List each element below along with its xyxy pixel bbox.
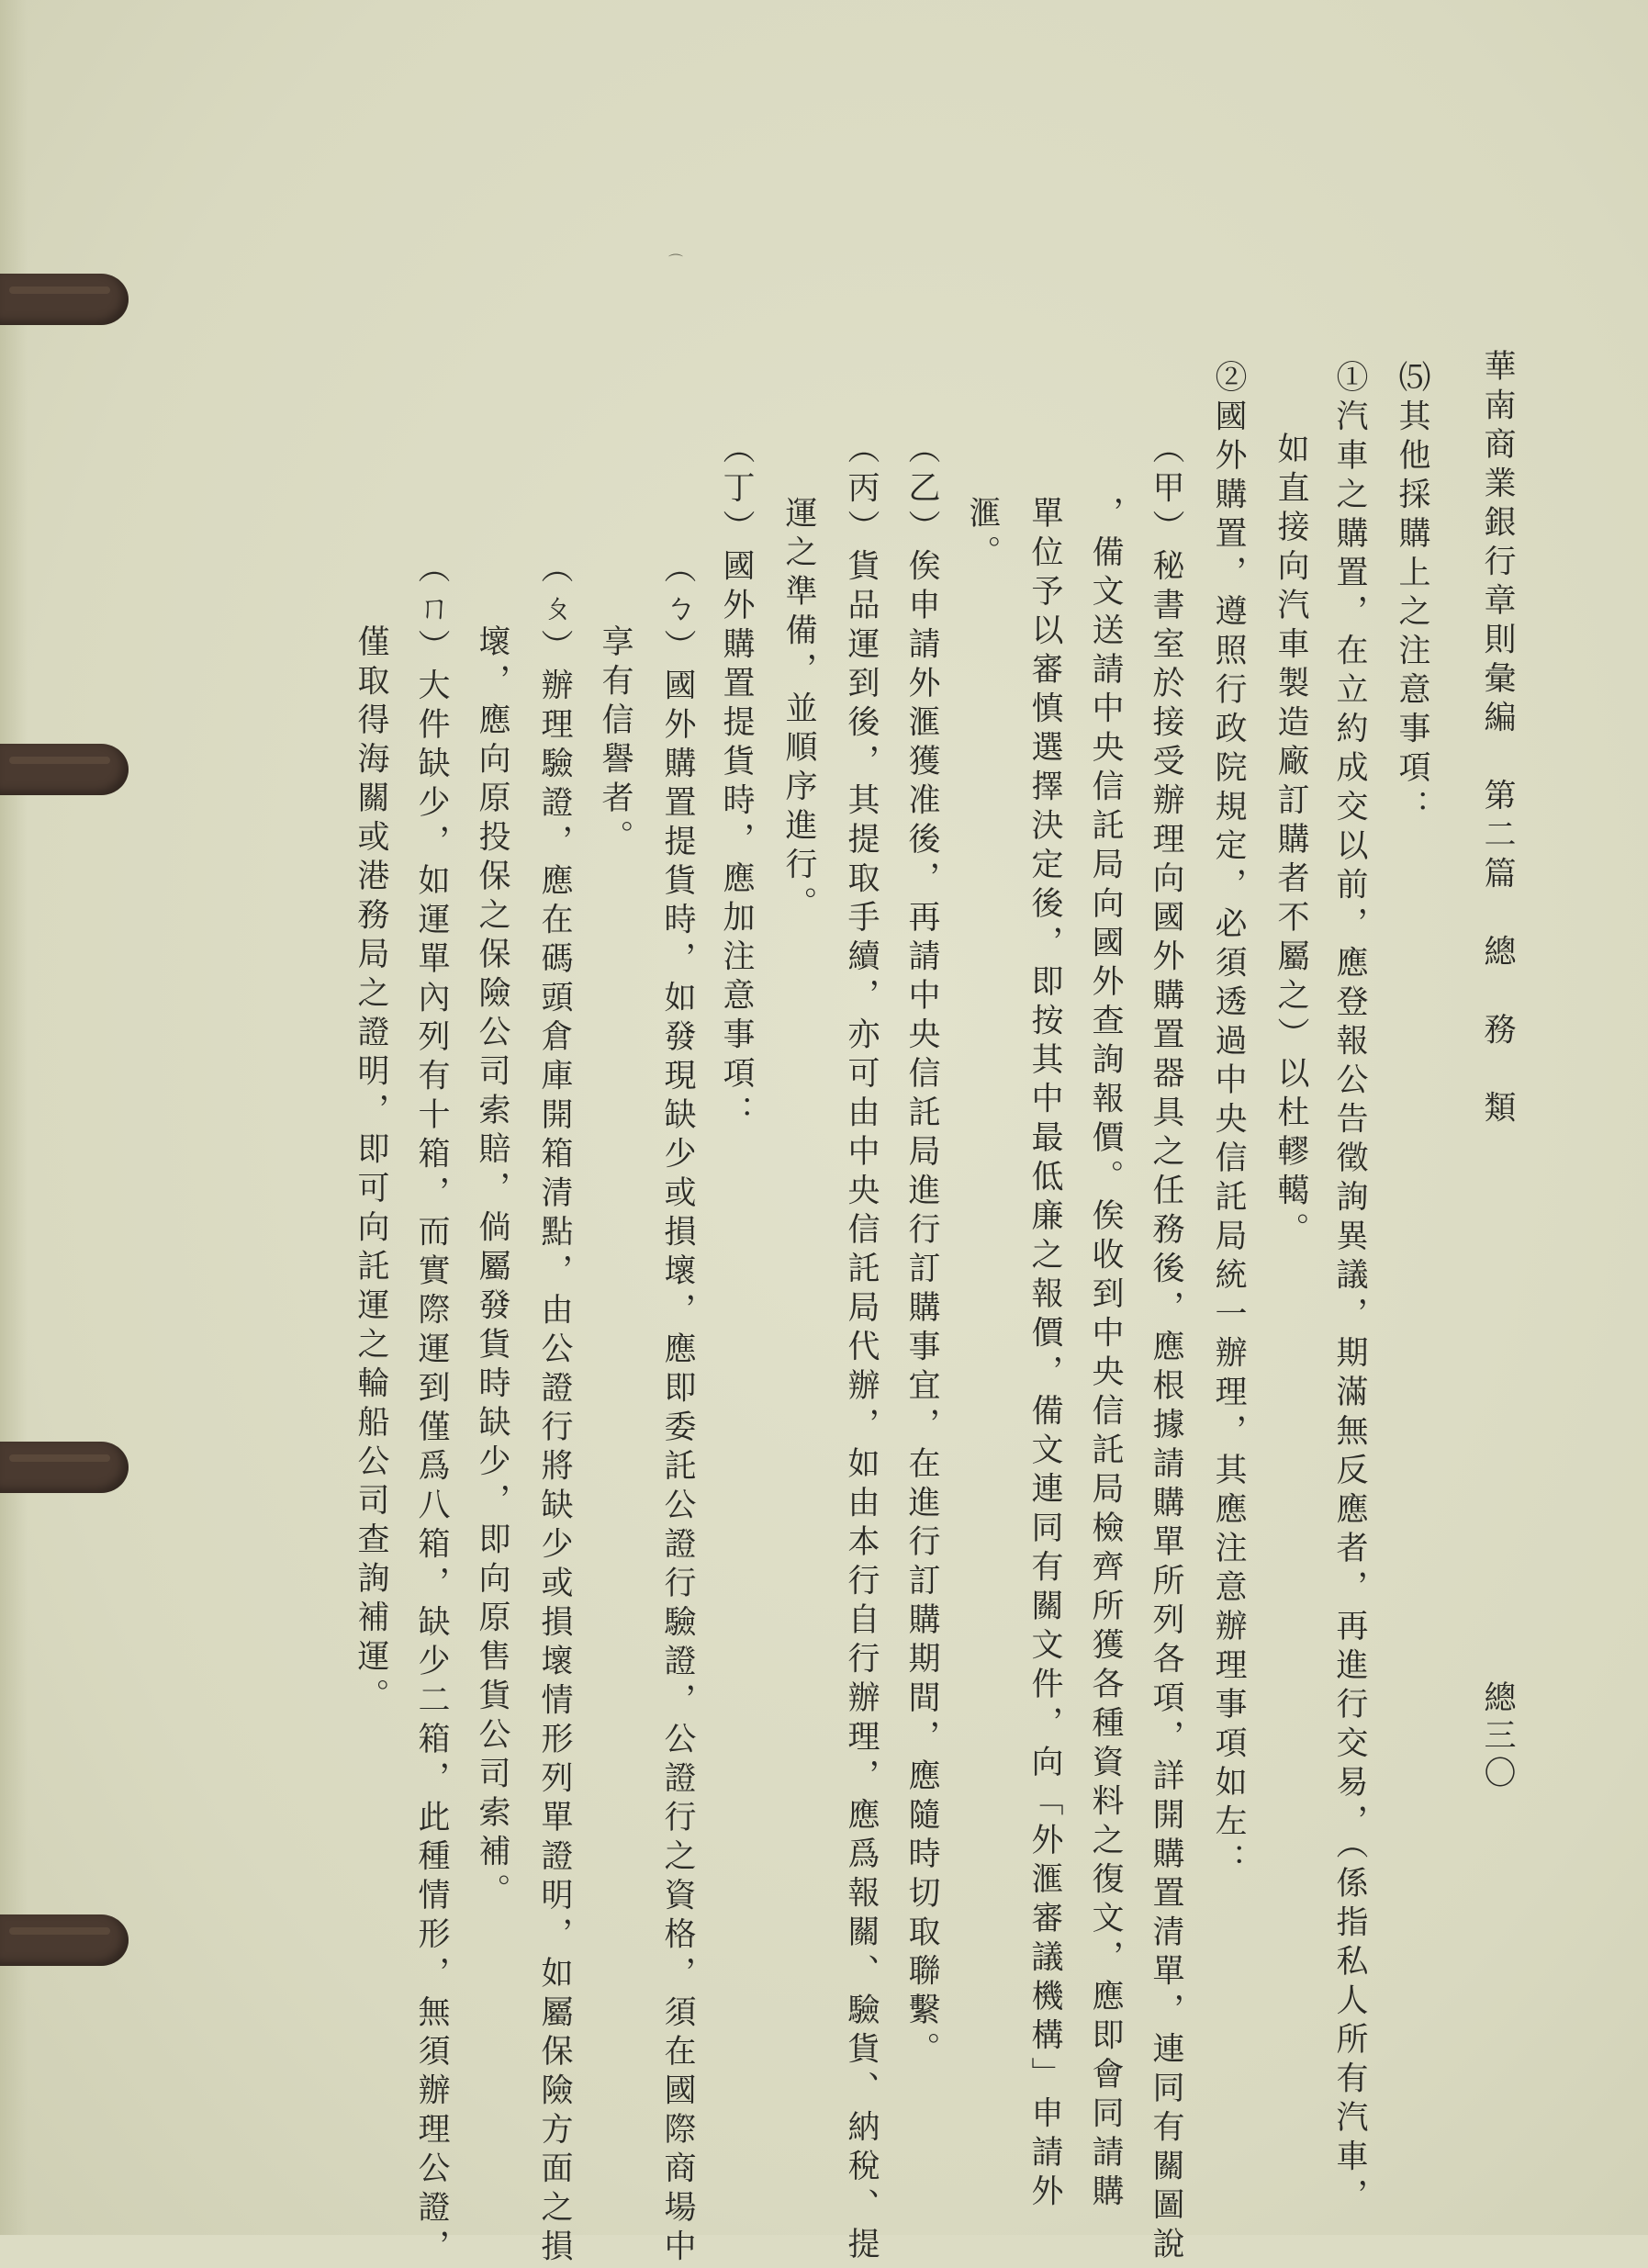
binding-string-3: [0, 1442, 129, 1493]
text-column-10: （丙）貨品運到後，其提取手續，亦可由中央信託局代辦，如由本行自行辦理，應爲報關、驗貨、納稅、提: [843, 432, 880, 2266]
binding-string-4: [0, 1914, 129, 1966]
text-column-8: 滙。: [964, 496, 1001, 574]
page-number: 總三〇: [1479, 1680, 1516, 1793]
binding-edge: [0, 0, 28, 2235]
text-column-11: 運之準備，並順序進行。: [780, 496, 817, 926]
header-title: 華南商業銀行章則彙編 第二篇 總 務 類: [1479, 349, 1516, 1129]
text-column-16: 壞，應向原投保之保險公司索賠，倘屬發貨時缺少，即向原售貨公司索補。: [474, 624, 510, 1913]
text-column-14: 享有信譽者。: [597, 624, 633, 859]
binding-string-1: [0, 274, 129, 325]
text-column-18: 僅取得海關或港務局之證明，即可向託運之輪船公司查詢補運。: [353, 624, 389, 1717]
text-column-12: （丁）國外購置提貨時，應加注意事項：: [718, 432, 755, 1134]
text-column-3: 如直接向汽車製造廠訂購者不屬之）以杜轇轕。: [1272, 432, 1309, 1252]
text-column-2: ①汽車之購置，在立約成交以前，應登報公告徵詢異議，期滿無反應者，再進行交易，（係指私人所有汽車，: [1331, 360, 1368, 2217]
text-column-9: （乙）俟申請外滙獲准後，再請中央信託局進行訂購事宜，在進行訂購期間，應隨時切取聯繫。: [903, 432, 940, 2071]
text-column-17: （ㄇ）大件缺少，如運單內列有十箱，而實際運到僅爲八箱，缺少二箱，此種情形，無須辦理公證，: [413, 551, 450, 2268]
text-column-4: ②國外購置，遵照行政院規定，必須透過中央信託局統一辦理，其應注意辦理事項如左：: [1210, 360, 1247, 1882]
top-mark: ⌒: [668, 253, 684, 270]
binding-string-2: [0, 744, 129, 795]
text-column-13: （ㄅ）國外購置提貨時，如發現缺少或損壞，應即委託公證行驗證，公證行之資格，須在國際商場中: [659, 551, 696, 2268]
text-column-5: （甲）秘書室於接受辦理向國外購置器具之任務後，應根據請購單所列各項，詳開購置清單，連同有關圖說: [1148, 432, 1184, 2266]
running-header: [1469, 349, 1520, 2057]
text-column-7: 單位予以審慎選擇決定後，即按其中最低廉之報價，備文連同有關文件，向「外滙審議機構」申請外: [1026, 496, 1063, 2213]
text-column-15: （ㄆ）辦理驗證，應在碼頭倉庫開箱清點，由公證行將缺少或損壞情形列單證明，如屬保險方面之損: [536, 551, 573, 2268]
text-column-1: ⑸其他採購上之注意事項：: [1394, 360, 1430, 828]
text-column-6: ，備文送請中央信託局向國外查詢報價。俟收到中央信託局檢齊所獲各種資料之復文，應即會同請購: [1087, 496, 1124, 2213]
